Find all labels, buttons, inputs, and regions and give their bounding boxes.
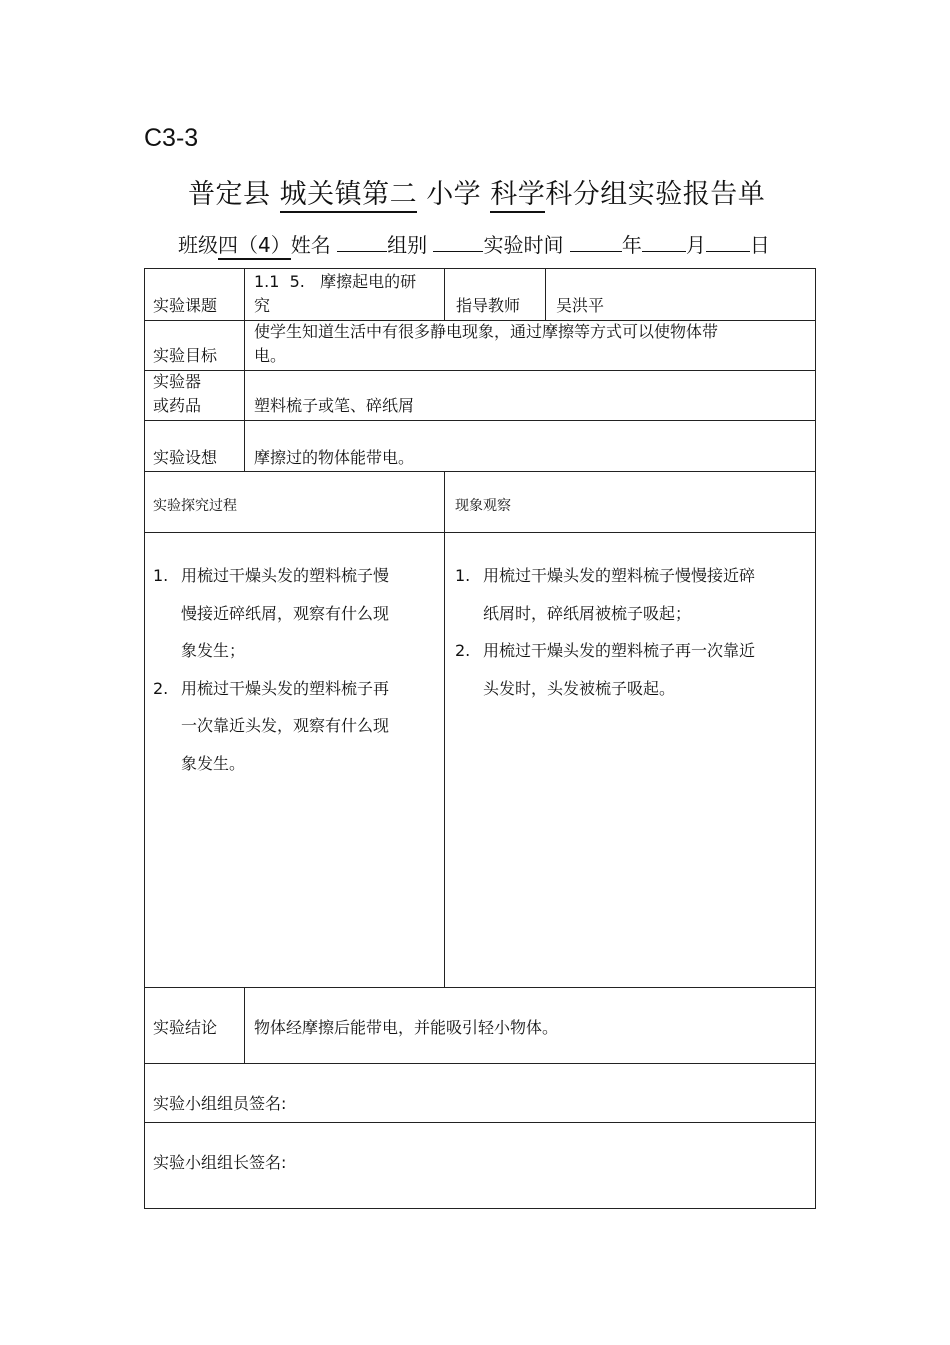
list-item-line: 用梳过干燥头发的塑料梳子慢慢接近碎 bbox=[483, 566, 756, 585]
day-blank[interactable] bbox=[706, 233, 750, 252]
list-item-number: 2. bbox=[153, 678, 169, 698]
list-item-line: 头发时，头发被梳子吸起。 bbox=[483, 678, 676, 698]
page-title bbox=[188, 172, 765, 211]
list-item bbox=[153, 670, 438, 783]
teacher-label: 指导教师 bbox=[456, 296, 521, 315]
goal-value-line2: 电。 bbox=[254, 346, 287, 365]
row-divider bbox=[145, 532, 815, 533]
title-suffix: 科分组实验报告单 bbox=[545, 179, 766, 210]
teacher-value: 吴洪平 bbox=[556, 296, 605, 315]
list-item-line: 用梳过干燥头发的塑料梳子再一次靠近 bbox=[483, 641, 756, 660]
list-item-line: 纸屑时，碎纸屑被梳子吸起； bbox=[483, 603, 692, 623]
list-item bbox=[455, 557, 810, 632]
year-label: 年 bbox=[621, 233, 642, 257]
list-item-number: 1. bbox=[455, 566, 471, 585]
materials-label-line1: 实验器 bbox=[153, 372, 202, 391]
report-meta-line bbox=[178, 229, 770, 258]
hypothesis-value: 摩擦过的物体能带电。 bbox=[254, 448, 415, 467]
process-header: 实验探究过程 bbox=[153, 498, 237, 514]
list-item-line: 用梳过干燥头发的塑料梳子再 bbox=[181, 678, 390, 698]
row-divider bbox=[145, 987, 815, 988]
process-list bbox=[153, 557, 438, 782]
row-divider bbox=[145, 420, 815, 421]
goal-value-line1: 使学生知道生活中有很多静电现象，通过摩擦等方式可以使物体带 bbox=[254, 322, 719, 341]
observation-header: 现象观察 bbox=[455, 498, 511, 514]
materials-label-line2: 或药品 bbox=[153, 396, 202, 415]
day-label: 日 bbox=[749, 233, 770, 257]
materials-value: 塑料梳子或笔、碎纸屑 bbox=[254, 396, 415, 415]
group-label: 组别 bbox=[387, 233, 428, 257]
time-label: 实验时间 bbox=[483, 233, 564, 257]
list-item bbox=[153, 557, 438, 670]
hypothesis-label: 实验设想 bbox=[153, 448, 218, 467]
list-item-line: 一次靠近头发，观察有什么现 bbox=[181, 716, 390, 735]
topic-value-line2: 究 bbox=[254, 296, 271, 315]
col-divider bbox=[545, 269, 546, 320]
list-item-line: 象发生； bbox=[181, 641, 246, 660]
name-label: 姓名 bbox=[290, 233, 331, 257]
list-item-line: 象发生。 bbox=[181, 753, 246, 773]
list-item-number: 1. bbox=[153, 566, 169, 585]
col-divider bbox=[444, 269, 445, 320]
col-divider bbox=[244, 987, 245, 1063]
name-blank[interactable] bbox=[337, 233, 387, 252]
list-item bbox=[455, 632, 810, 707]
conclusion-label: 实验结论 bbox=[153, 1018, 218, 1037]
col-divider bbox=[244, 269, 245, 471]
title-subject: 科学 bbox=[490, 179, 545, 213]
row-divider bbox=[145, 370, 815, 371]
title-county: 普定县 bbox=[188, 179, 271, 210]
month-label: 月 bbox=[685, 233, 706, 257]
class-value: 四（4） bbox=[218, 233, 291, 260]
group-blank[interactable] bbox=[433, 233, 483, 252]
month-blank[interactable] bbox=[642, 233, 686, 252]
observation-list bbox=[455, 557, 810, 707]
members-signature-label: 实验小组组员签名: bbox=[153, 1094, 287, 1113]
col-divider bbox=[444, 471, 445, 987]
year-blank[interactable] bbox=[570, 233, 622, 252]
goal-label: 实验目标 bbox=[153, 346, 218, 365]
topic-value-line1: 1.1 5. 摩擦起电的研 bbox=[254, 272, 417, 291]
title-town-school: 城关镇第二 bbox=[280, 179, 418, 213]
row-divider bbox=[145, 471, 815, 472]
class-label: 班级 bbox=[178, 233, 218, 257]
topic-label: 实验课题 bbox=[153, 296, 218, 315]
document-code: C3-3 bbox=[144, 124, 199, 152]
row-divider bbox=[145, 1063, 815, 1064]
row-divider bbox=[145, 1122, 815, 1123]
report-table bbox=[144, 268, 816, 1209]
list-item-line: 慢接近碎纸屑，观察有什么现 bbox=[181, 603, 390, 623]
title-school-type: 小学 bbox=[426, 179, 482, 210]
conclusion-value: 物体经摩擦后能带电，并能吸引轻小物体。 bbox=[254, 1018, 559, 1037]
list-item-line: 用梳过干燥头发的塑料梳子慢 bbox=[181, 566, 390, 585]
list-item-number: 2. bbox=[455, 641, 471, 660]
leader-signature-label: 实验小组组长签名: bbox=[153, 1153, 287, 1172]
